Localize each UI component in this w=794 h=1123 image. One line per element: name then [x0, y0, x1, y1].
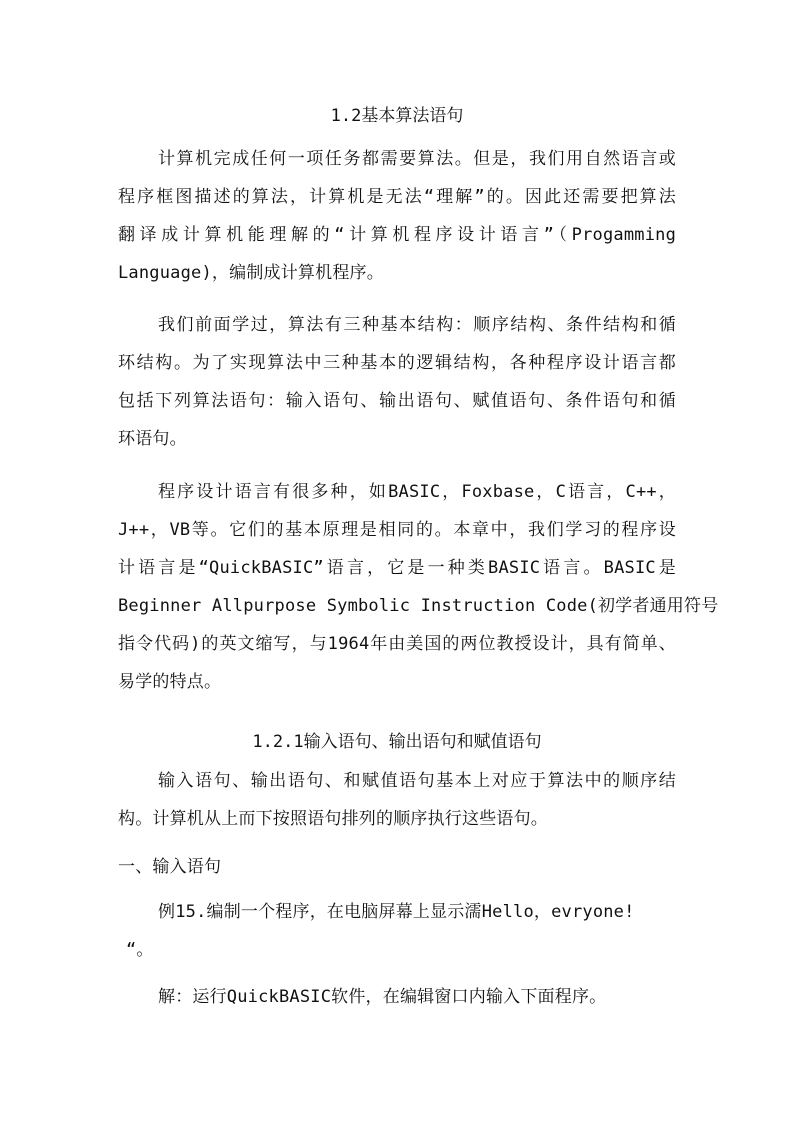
paragraph-3-line-2: J++，VB等。它们的基本原理是相同的。本章中，我们学习的程序设	[118, 520, 676, 540]
paragraph-3-line-6: 易学的特点。	[118, 672, 222, 692]
paragraph-1	[118, 140, 676, 292]
paragraph-2-line-4: 环语句。	[118, 429, 187, 449]
sub-paragraph-line-2: 构。计算机从上而下按照语句排列的顺序执行这些语句。	[118, 809, 548, 829]
sub-paragraph	[118, 762, 676, 838]
example-15	[118, 893, 676, 969]
solution	[118, 978, 676, 1016]
paragraph-1-line-1: 计算机完成任何一项任务都需要算法。但是，我们用自然语言或	[158, 149, 676, 169]
paragraph-2-line-2: 环结构。为了实现算法中三种基本的逻辑结构，各种程序设计语言都	[118, 353, 676, 373]
paragraph-1-line-2: 程序框图描述的算法，计算机是无法“理解”的。因此还需要把算法	[118, 187, 676, 207]
section-title: 1.2基本算法语句	[330, 106, 464, 126]
paragraph-3-line-1: 程序设计语言有很多种，如BASIC，Foxbase，C语言，C++，	[158, 482, 676, 502]
paragraph-3-line-3: 计语言是“QuickBASIC”语言，它是一种类BASIC语言。BASIC是	[118, 558, 676, 578]
paragraph-3-line-5: 指令代码)的英文缩写，与1964年由美国的两位教授设计，具有简单、	[118, 634, 676, 654]
paragraph-2-line-1: 我们前面学过，算法有三种基本结构：顺序结构、条件结构和循	[158, 315, 676, 335]
sub-paragraph-line-1: 输入语句、输出语句、和赋值语句基本上对应于算法中的顺序结	[158, 771, 676, 791]
heading-input-statement	[118, 848, 676, 886]
example-15-line-1: 例15.编制一个程序，在电脑屏幕上显示濡Hello，evryone!	[158, 902, 635, 922]
paragraph-3-line-4: Beginner Allpurpose Symbolic Instruction Code(初学者通用符号	[118, 596, 719, 616]
solution-text: 解：运行QuickBASIC软件，在编辑窗口内输入下面程序。	[158, 987, 607, 1007]
paragraph-2	[118, 306, 676, 458]
paragraph-3	[118, 473, 719, 701]
paragraph-1-line-3: 翻译成计算机能理解的“计算机程序设计语言”（Progamming	[118, 225, 676, 245]
paragraph-2-line-3: 包括下列算法语句：输入语句、输出语句、赋值语句、条件语句和循	[118, 391, 676, 411]
heading-input-statement-text: 一、输入语句	[118, 857, 222, 877]
subsection-title: 1.2.1输入语句、输出语句和赋值语句	[252, 732, 542, 752]
example-15-line-2: “。	[126, 940, 154, 960]
paragraph-1-line-4: Language)，编制成计算机程序。	[118, 263, 384, 283]
